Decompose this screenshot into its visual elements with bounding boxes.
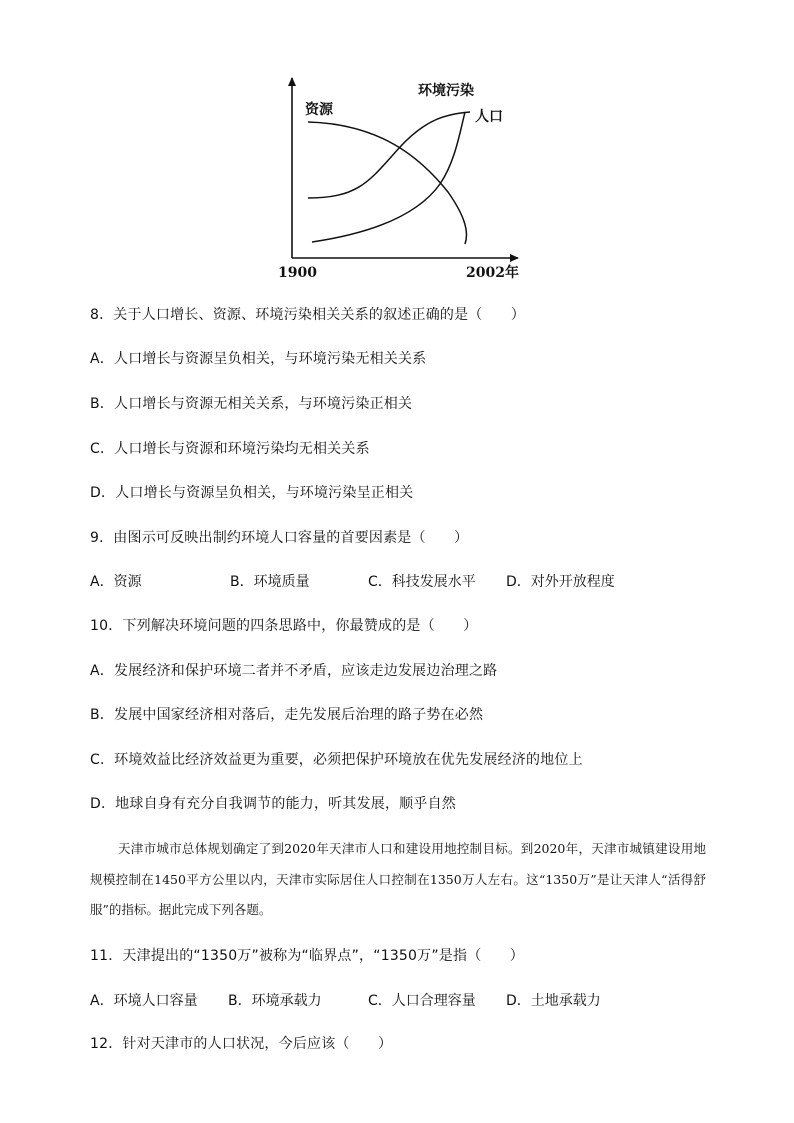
label-resources: 资源 [305,102,333,118]
q10-option-c[interactable]: C．环境效益比经济效益更为重要，必须把保护环境放在优先发展经济的地位上 [90,752,583,768]
q9-option-d[interactable]: D．对外开放程度 [506,574,615,590]
population-resource-pollution-figure [270,72,530,282]
q11-option-a[interactable]: A．环境人口容量 [90,993,198,1009]
q8-option-c[interactable]: C．人口增长与资源和环境污染均无相关关系 [90,441,370,457]
q8-option-a[interactable]: A．人口增长与资源呈负相关，与环境污染无相关关系 [90,351,427,367]
reading-passage: 天津市城市总体规划确定了到2020年天津市人口和建设用地控制目标。到2020年，天津市城镇建设用地规模控制在1450平方公里以内，天津市实际居住人口控制在1350万人左右。这“1350万”是让天津人“活得舒服”的指标。据此完成下列各题。 [90,841,706,917]
q10-option-d[interactable]: D．地球自身有充分自我调节的能力，听其发展，顺乎自然 [90,796,456,812]
q10-option-b[interactable]: B．发展中国家经济相对落后，走先发展后治理的路子势在必然 [90,707,484,723]
q12-stem: 12．针对天津市的人口状况，今后应该（ ） [90,1036,393,1052]
q9-option-a[interactable]: A．资源 [90,574,142,590]
q11-option-c[interactable]: C．人口合理容量 [368,993,476,1009]
label-pollution: 环境污染 [418,83,474,99]
q8-option-d[interactable]: D．人口增长与资源呈负相关，与环境污染呈正相关 [90,485,414,501]
q8-option-b[interactable]: B．人口增长与资源无相关关系，与环境污染正相关 [90,396,413,412]
x-label-end: 2002年 [466,265,519,281]
resources-curve [308,122,466,244]
q9-option-c[interactable]: C．科技发展水平 [368,574,476,590]
q10-option-a[interactable]: A．发展经济和保护环境二者并不矛盾，应该走边发展边治理之路 [90,663,498,679]
q11-stem: 11．天津提出的“1350万”被称为“临界点”，“1350万”是指（ ） [90,948,524,964]
q9-stem: 9．由图示可反映出制约环境人口容量的首要因素是（ ） [90,530,469,546]
q10-stem: 10．下列解决环境问题的四条思路中，你最赞成的是（ ） [90,618,478,634]
q8-stem: 8．关于人口增长、资源、环境污染相关关系的叙述正确的是（ ） [90,307,526,323]
q9-option-b[interactable]: B．环境质量 [230,574,310,590]
q11-option-b[interactable]: B．环境承载力 [228,993,322,1009]
pollution-curve [308,112,470,198]
q11-option-d[interactable]: D．土地承载力 [506,993,601,1009]
population-curve [312,112,465,242]
figure-canvas [270,72,530,282]
x-label-start: 1900 [278,265,317,281]
label-population: 人口 [475,109,503,125]
